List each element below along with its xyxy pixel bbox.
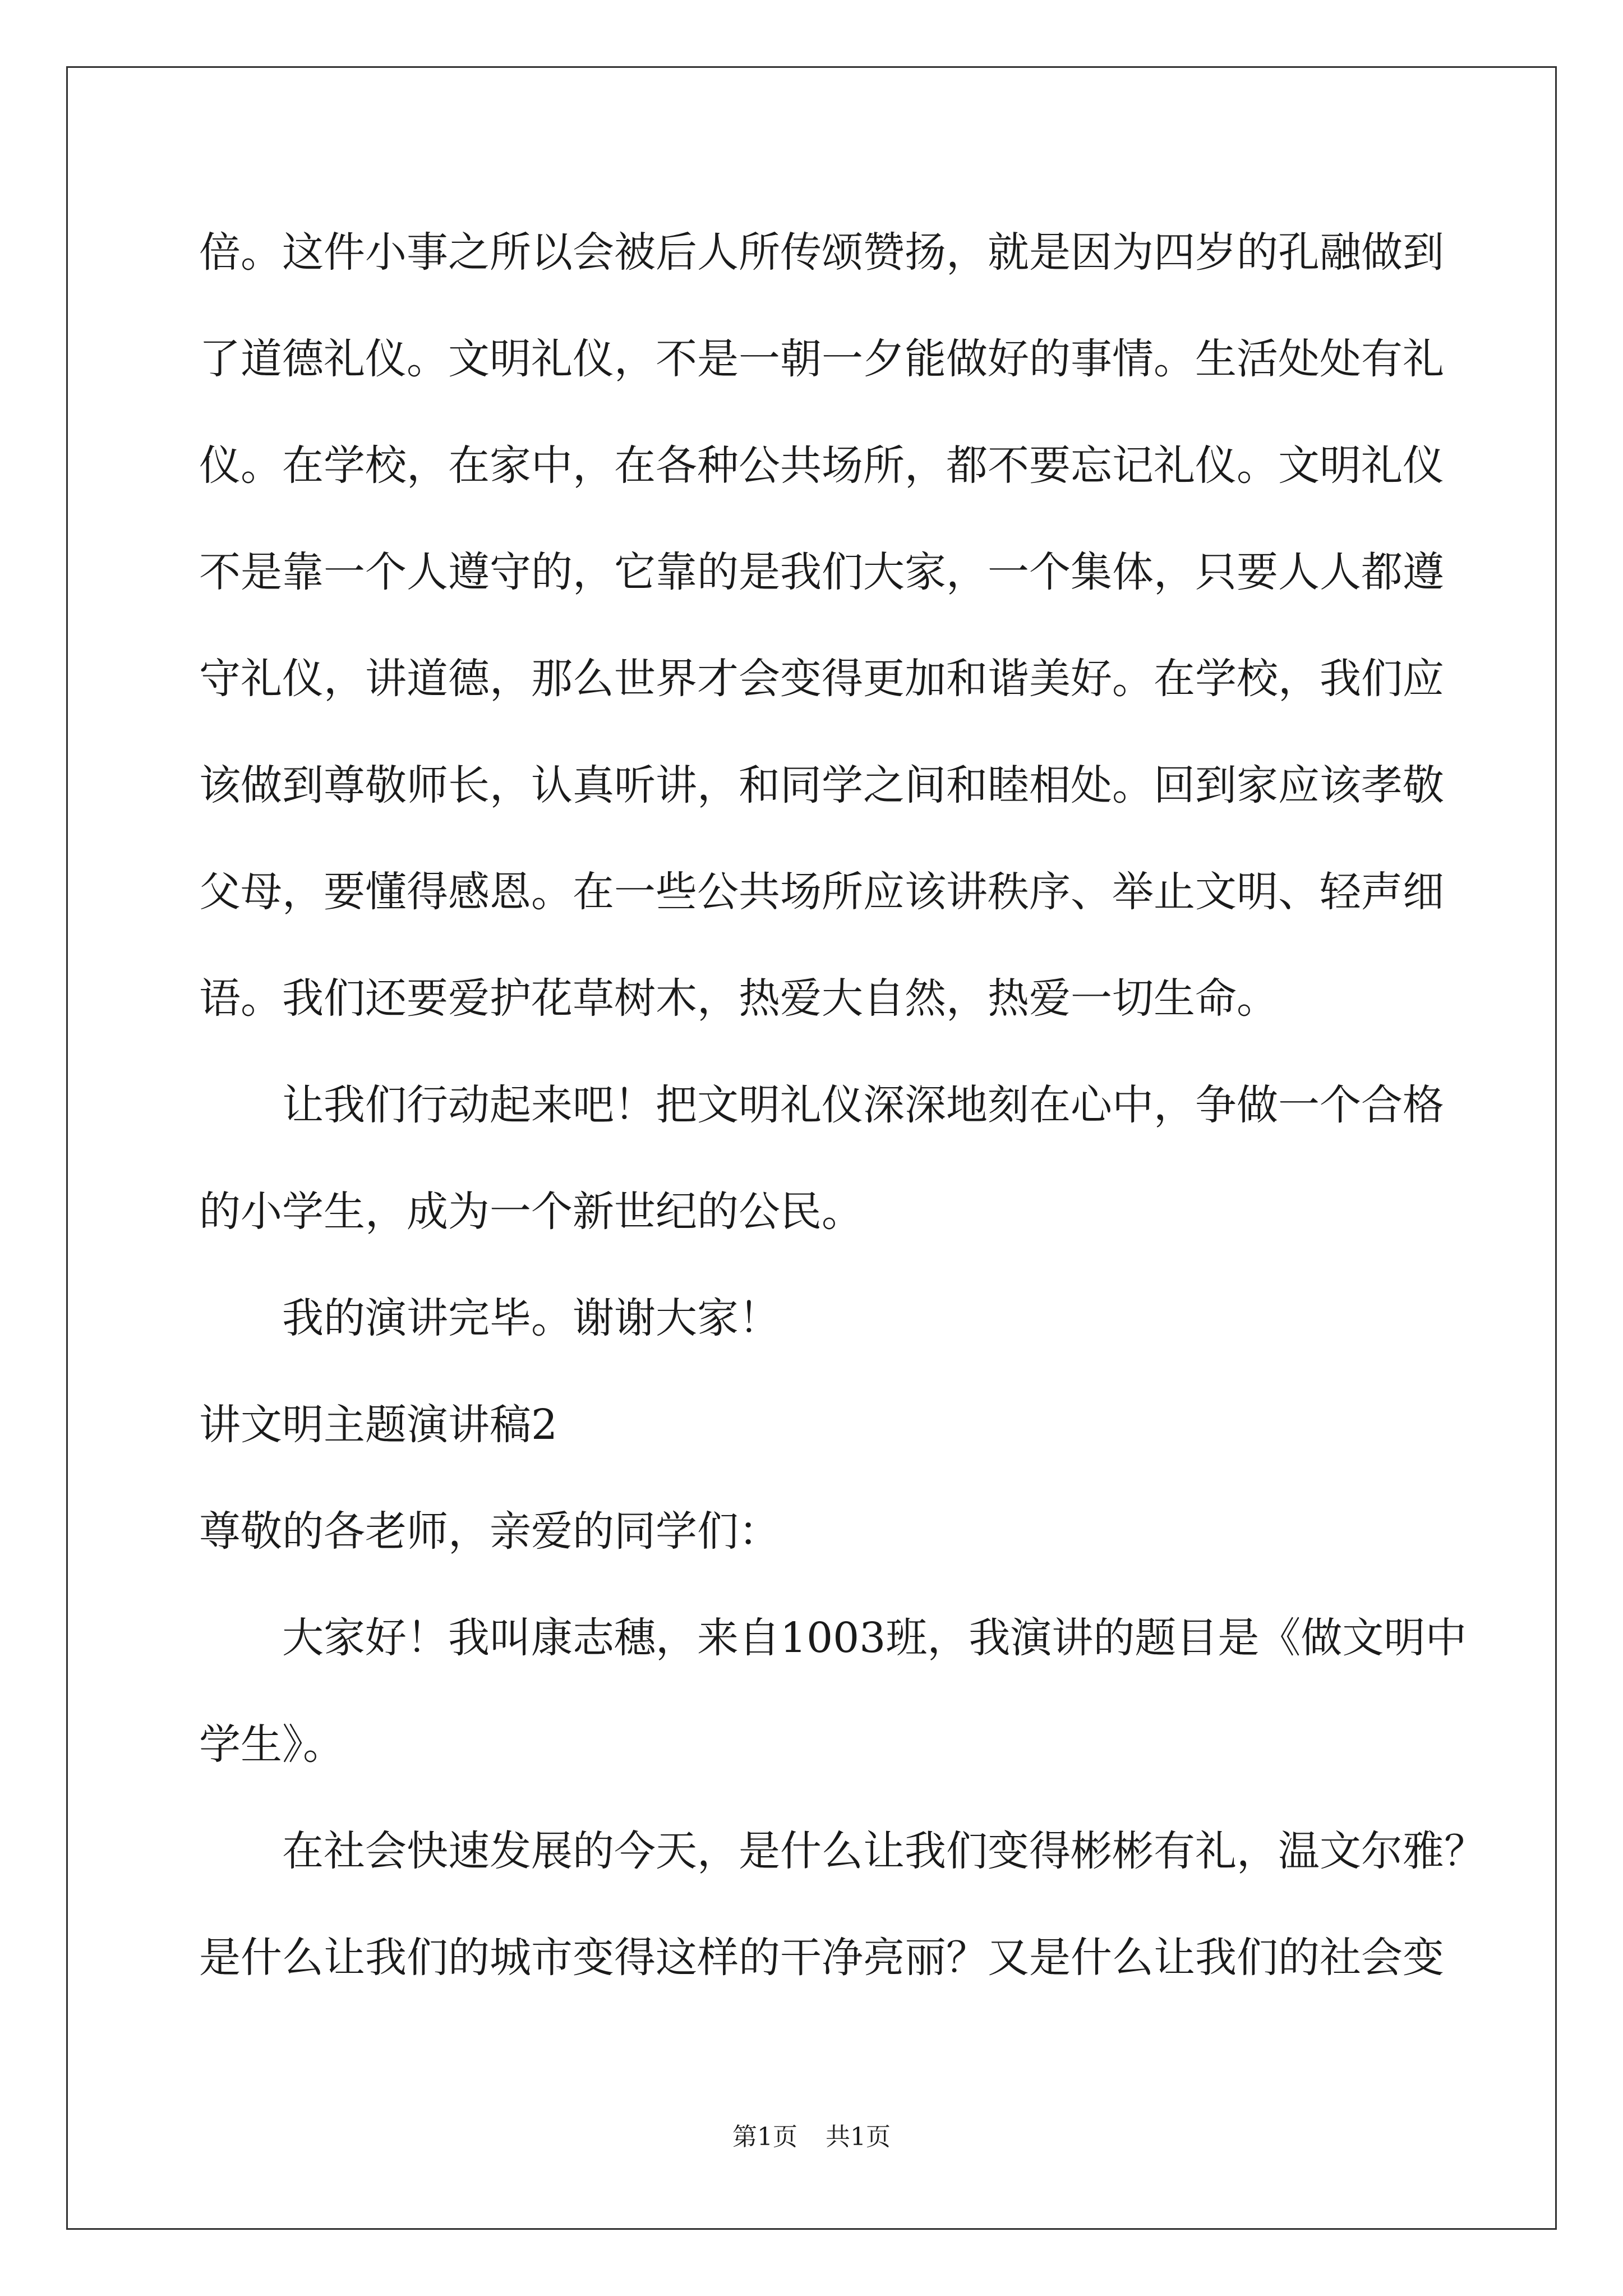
section-heading: 讲文明主题演讲稿2 xyxy=(199,1401,558,1449)
page-footer xyxy=(0,2120,1623,2154)
paragraph-line: 了道德礼仪。文明礼仪，不是一朝一夕能做好的事情。生活处处有礼 xyxy=(199,335,1444,383)
paragraph-line: 的小学生，成为一个新世纪的公民。 xyxy=(199,1188,863,1236)
paragraph-line: 语。我们还要爱护花草树木，热爱大自然，热爱一切生命。 xyxy=(199,974,1278,1023)
paragraph-line: 不是靠一个人遵守的，它靠的是我们大家，一个集体，只要人人都遵 xyxy=(199,548,1444,596)
page-border xyxy=(66,66,1557,2230)
page-number-current: 第1页 xyxy=(732,2123,797,2151)
paragraph-line: 守礼仪，讲道德，那么世界才会变得更加和谐美好。在学校，我们应 xyxy=(199,655,1444,703)
paragraph-line: 在社会快速发展的今天，是什么让我们变得彬彬有礼，温文尔雅？ xyxy=(282,1827,1486,1875)
paragraph-line: 我的演讲完毕。谢谢大家！ xyxy=(282,1294,780,1342)
paragraph-line: 是什么让我们的城市变得这样的干净亮丽？又是什么让我们的社会变 xyxy=(199,1934,1444,1982)
paragraph-line: 大家好！我叫康志穗，来自1003班，我演讲的题目是《做文明中 xyxy=(282,1614,1467,1662)
paragraph-line: 让我们行动起来吧！把文明礼仪深深地刻在心中，争做一个合格 xyxy=(282,1081,1444,1129)
paragraph-line: 仪。在学校，在家中，在各种公共场所，都不要忘记礼仪。文明礼仪 xyxy=(199,441,1444,490)
paragraph-line: 父母，要懂得感恩。在一些公共场所应该讲秩序、举止文明、轻声细 xyxy=(199,868,1444,916)
salutation-line: 尊敬的各老师，亲爱的同学们： xyxy=(199,1507,780,1556)
paragraph-line: 学生》。 xyxy=(199,1720,344,1769)
paragraph-line: 该做到尊敬师长，认真听讲，和同学之间和睦相处。回到家应该孝敬 xyxy=(199,761,1444,809)
page-number-total: 共1页 xyxy=(826,2123,891,2151)
paragraph-line: 倍。这件小事之所以会被后人所传颂赞扬，就是因为四岁的孔融做到 xyxy=(199,228,1444,277)
